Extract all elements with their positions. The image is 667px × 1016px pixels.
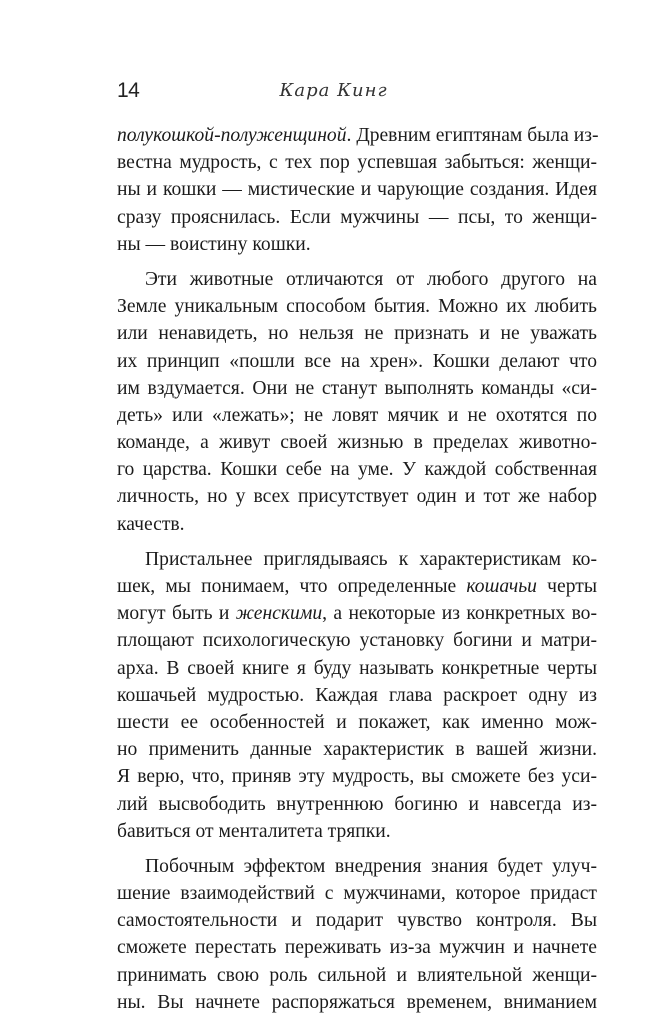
text-line [117, 600, 597, 627]
text-line [117, 655, 597, 682]
text-segment: деть» или «лежать»; не ловят мячик и не охотятся по [117, 404, 597, 426]
text-segment: вестна мудрость, с тех пор успевшая забыться: женщи- [117, 152, 597, 174]
text-segment: могут быть и [117, 603, 236, 625]
italic-segment: кошачьи [466, 576, 537, 597]
text-segment: сразу прояснилась. Если мужчины — псы, то женщи- [117, 206, 597, 228]
text-line [117, 818, 597, 845]
text-segment: шек, мы понимаем, что определенные [117, 576, 467, 597]
text-segment: Побочным эффектом внедрения знания будет улуч- [145, 855, 597, 877]
text-line [117, 320, 597, 347]
text-line [117, 709, 597, 736]
text-segment: принимать свою роль сильной и влиятельной женщи- [117, 964, 597, 986]
paragraph [117, 853, 597, 1016]
text-segment: ны и кошки — мистические и чарующие создания. Идея [117, 179, 597, 201]
text-line [117, 546, 597, 573]
text-line [117, 293, 597, 320]
paragraph-gap [117, 538, 597, 546]
text-line [117, 791, 597, 818]
text-line [117, 429, 597, 456]
text-segment: Пристальнее приглядываясь к характеристикам ко- [145, 548, 597, 570]
text-segment: . Древним египтянам была из- [346, 125, 599, 146]
text-line [117, 989, 597, 1016]
text-segment: шести ее особенностей и покажет, как именно мож- [117, 711, 597, 733]
text-line [117, 176, 597, 203]
text-segment: личность, но у всех присутствует один и тот же набор [117, 486, 597, 508]
text-segment: им вздумается. Они не станут выполнять команды «си- [117, 377, 597, 399]
text-line [117, 266, 597, 293]
text-line [117, 627, 597, 654]
text-segment: команде, а живут своей жизнью в пределах животно- [117, 432, 597, 454]
text-segment: шение взаимодействий с мужчинами, которое придаст [117, 883, 597, 905]
paragraph-gap [117, 258, 597, 266]
text-line [117, 204, 597, 231]
text-segment: самостоятельности и подарит чувство контроля. Вы [117, 910, 597, 932]
text-line [117, 853, 597, 880]
text-line [117, 456, 597, 483]
paragraph [117, 546, 597, 845]
text-line [117, 122, 597, 149]
italic-segment: женскими [235, 603, 323, 625]
text-line [117, 573, 597, 600]
text-line [117, 907, 597, 934]
text-line [117, 962, 597, 989]
text-segment: черты [536, 576, 597, 597]
text-segment: бавиться от менталитета тряпки. [117, 820, 391, 842]
text-line [117, 402, 597, 429]
italic-segment: полукошкой-полуженщиной [117, 125, 347, 146]
text-line [117, 483, 597, 510]
body-text [117, 122, 597, 1016]
page-number: 14 [117, 79, 140, 102]
text-segment: или ненавидеть, но нельзя не признать и не уважать [117, 323, 597, 345]
text-segment: ны. Вы начнете распоряжаться временем, вниманием [117, 991, 597, 1013]
text-segment: площают психологическую установку богини и матри- [117, 630, 597, 652]
text-segment: арха. В своей книге я буду называть конкретные черты [117, 657, 597, 679]
text-segment: качеств. [117, 513, 185, 535]
text-line [117, 348, 597, 375]
text-segment: кошачьей мудростью. Каждая глава раскроет одну из [117, 684, 597, 706]
text-line [117, 375, 597, 402]
text-segment: лий высвободить внутреннюю богиню и навсегда из- [117, 793, 597, 815]
paragraph [117, 266, 597, 538]
text-line [117, 231, 597, 258]
text-line [117, 763, 597, 790]
text-line [117, 149, 597, 176]
text-segment: Эти животные отличаются от любого другого на [145, 268, 597, 290]
text-segment: но применить данные характеристик в вашей жизни. [117, 739, 597, 761]
paragraph-gap [117, 845, 597, 853]
text-line [117, 880, 597, 907]
text-segment: го царства. Кошки себе на уме. У каждой собственная [117, 459, 597, 481]
running-head-author: Кара Кинг [279, 80, 388, 101]
text-line [117, 934, 597, 961]
text-line [117, 511, 597, 538]
text-segment: , а некоторые из конкретных во- [322, 603, 598, 625]
text-segment: их принцип «пошли все на хрен». Кошки делают что [117, 350, 597, 372]
text-line [117, 736, 597, 763]
text-segment: ны — воистину кошки. [117, 233, 311, 255]
text-line [117, 682, 597, 709]
text-segment: Я верю, что, приняв эту мудрость, вы сможете без уси- [117, 766, 597, 788]
paragraph [117, 122, 597, 258]
text-segment: Земле уникальным способом бытия. Можно их любить [117, 296, 597, 318]
text-segment: сможете перестать переживать из-за мужчин и начнете [117, 937, 597, 959]
